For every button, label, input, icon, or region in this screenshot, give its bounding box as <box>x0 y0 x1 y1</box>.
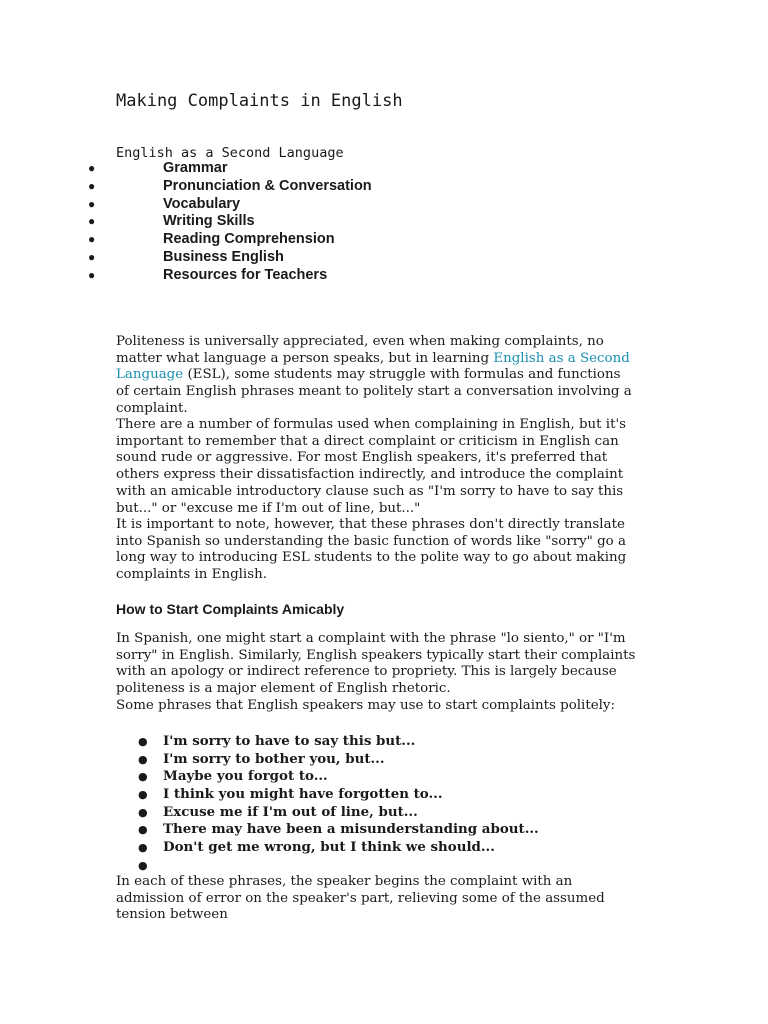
list-item <box>138 839 539 857</box>
nav-item-vocabulary[interactable] <box>88 196 372 214</box>
nav-item-label: Resources for Teachers <box>163 266 328 283</box>
phrase-list <box>138 733 539 875</box>
list-item <box>138 768 539 786</box>
nav-item-label: Writing Skills <box>163 213 255 230</box>
list-item <box>138 857 539 875</box>
bullet-icon: ● <box>88 214 96 229</box>
bullet-icon: ● <box>88 161 96 175</box>
nav-item-business-english[interactable] <box>88 249 372 267</box>
bullet-icon: ● <box>88 232 96 247</box>
list-item <box>138 733 539 751</box>
list-item <box>138 821 539 839</box>
bullet-icon: ● <box>88 196 96 211</box>
nav-item-label: Pronunciation & Conversation <box>163 177 372 194</box>
nav-item-grammar[interactable] <box>88 160 372 178</box>
list-item <box>138 751 539 769</box>
phrase-text: There may have been a misunderstanding about... <box>163 821 539 838</box>
phrase-text: Excuse me if I'm out of line, but... <box>163 803 418 820</box>
nav-item-label: Business English <box>163 248 284 265</box>
topic-nav-list <box>88 160 372 285</box>
section-subtitle: English as a Second Language <box>116 145 344 161</box>
phrases-intro: Some phrases that English speakers may use to start complaints politely: <box>116 698 615 713</box>
nav-item-pronunciation[interactable] <box>88 178 372 196</box>
bullet-icon: ● <box>138 735 148 748</box>
nav-item-writing-skills[interactable] <box>88 213 372 231</box>
list-item <box>138 804 539 822</box>
bullet-icon: ● <box>138 823 148 837</box>
bullet-icon: ● <box>138 788 148 802</box>
section-heading: How to Start Complaints Amicably <box>116 601 345 617</box>
bullet-icon: ● <box>138 770 148 784</box>
bullet-icon: ● <box>138 858 148 872</box>
phrase-text: I think you might have forgotten to... <box>163 786 443 803</box>
page-title: Making Complaints in English <box>116 91 403 111</box>
nav-item-resources[interactable] <box>88 267 372 285</box>
bullet-icon: ● <box>88 178 96 193</box>
bullet-icon: ● <box>138 752 148 766</box>
bullet-icon: ● <box>88 249 96 264</box>
phrase-text: Maybe you forgot to... <box>163 768 328 785</box>
nav-item-label: Grammar <box>163 160 228 176</box>
list-item <box>138 786 539 804</box>
intro-text-before: Politeness is universally appreciated, even when making complaints, no matter what language a person speaks, but in learning <box>116 334 604 366</box>
intro-text-after: (ESL), some students may struggle with formulas and functions of certain English phrases meant to politely start a conversation involving a complaint. <box>116 367 632 416</box>
bullet-icon: ● <box>138 805 148 819</box>
intro-paragraph <box>116 334 636 418</box>
translation-paragraph: It is important to note, however, that these phrases don't directly translate into Spanish so understanding the basic function of words like "sorry" go a long way to introducing ESL students to the polite way to go about making complaints in English. <box>116 517 627 583</box>
bullet-icon: ● <box>138 841 148 855</box>
esl-link[interactable]: English as a Second Language <box>116 350 630 383</box>
nav-item-reading[interactable] <box>88 231 372 249</box>
phrase-text: Don't get me wrong, but I think we should... <box>163 839 495 856</box>
phrase-text: I'm sorry to bother you, but... <box>163 750 385 767</box>
closing-paragraph: In each of these phrases, the speaker begins the complaint with an admission of error on the speaker's part, relieving some of the assumed tension between <box>116 874 605 923</box>
formulas-paragraph: There are a number of formulas used when complaining in English, but it's important to remember that a direct complaint or criticism in English can sound rude or aggressive. For most English speakers, it's preferred that others express their dissatisfaction indirectly, and introduce the complaint with an amicable introductory clause such as "I'm sorry to have to say this but..." or "excuse me if I'm out of line, but..." <box>116 417 627 516</box>
bullet-icon: ● <box>88 267 96 282</box>
nav-item-label: Vocabulary <box>163 195 241 212</box>
spanish-paragraph: In Spanish, one might start a complaint with the phrase "lo siento," or "I'm sorry" in English. Similarly, English speakers typically start their complaints with an apology or indirect reference to propriety. This is largely because politeness is a major element of English rhetoric. <box>116 631 636 697</box>
phrase-text: I'm sorry to have to say this but... <box>163 733 416 749</box>
nav-item-label: Reading Comprehension <box>163 231 335 248</box>
